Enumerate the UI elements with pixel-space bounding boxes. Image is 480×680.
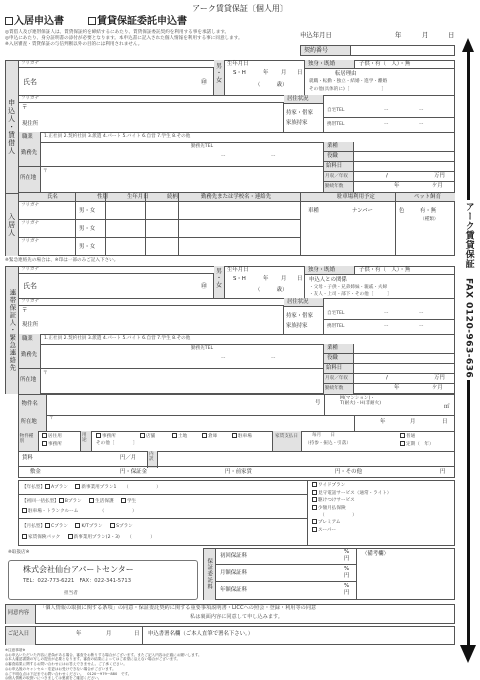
furigana-label: フリガナ: [21, 61, 40, 66]
guarantor-address-field[interactable]: 〒 現住所: [19, 306, 284, 334]
agency-stamp: [8, 560, 198, 600]
use-checkbox[interactable]: 事務所: [96, 433, 116, 439]
guarantor-name-field[interactable]: 氏名 ㊞: [19, 274, 214, 298]
down-arrow-icon: [460, 645, 476, 663]
resident-row[interactable]: フリガナ 男・女: [19, 220, 300, 238]
pet-field[interactable]: 有・無: [420, 208, 437, 214]
guarantor-mobile-tel[interactable]: 携帯TEL ー ー: [327, 324, 424, 329]
children-field[interactable]: 子供・有（ 人）・無: [355, 60, 455, 69]
guarantor-employer-field[interactable]: 勤務先TEL ー ー: [41, 344, 324, 369]
relation-label: 申込人との関係: [309, 277, 347, 283]
employer-address-field[interactable]: 〒: [41, 167, 324, 192]
structure-field[interactable]: M(マンション)・ T(耐火)・H(非耐火): [340, 396, 381, 407]
property-address-field[interactable]: 〒: [47, 415, 355, 431]
kind-checkbox[interactable]: 居住用: [42, 433, 62, 439]
residence-status-label: 居住状況: [284, 95, 324, 104]
income-label: 月収／年収: [324, 172, 354, 182]
agency-company: 株式会社仙台アパートセンター: [23, 565, 134, 574]
guarantor-income[interactable]: / 万円: [354, 374, 455, 384]
fill-date-field[interactable]: 年 月 日: [36, 626, 143, 645]
use-checkbox[interactable]: 倉庫: [202, 433, 217, 439]
home-tel-field[interactable]: 自宅TEL ー ー: [324, 104, 455, 118]
initial-plans[interactable]: 【初回一括払型】 Bプラン 生活保護 学生: [22, 499, 137, 504]
job-options[interactable]: 1.正社員 2.契約社員 3.派遣 4.パート 5.バイト 6.自営 7.学生 8.その他: [44, 134, 191, 139]
contract-number-label: 契約番号: [301, 46, 351, 55]
agency-tel: TEL：022-773-6221 FAX：022-341-5713: [23, 578, 132, 584]
checkbox-icon[interactable]: [88, 17, 96, 25]
remarks-field[interactable]: 〈備考欄〉: [362, 551, 389, 557]
mobile-tel-field[interactable]: 携帯TEL ー ー: [327, 122, 424, 127]
consent-notice: ◎賃借人及び連帯保証人は、賃貸保証約を締結するにあたり、賃貸保証委託契約を利用する事を承諾します。 ◎申込にあたり、身分証明書の添付が必要となります。本申込書に記入された個人情報を利用する事に同意します。 ※入居審査・賃貸保証の与信判断以外の目的には利用されません。: [5, 30, 243, 48]
guarantor-payday[interactable]: [354, 364, 455, 374]
monthly-fee-field[interactable]: 月額保証料 % 円: [216, 565, 357, 582]
rent-day-label: 家賃支払日: [272, 431, 302, 451]
fax-number-label: アーク賃貸保証 FAX 0120-963-636: [463, 201, 474, 379]
property-name-field[interactable]: 号: [47, 394, 325, 415]
guarantor-job-options[interactable]: 1.正社員 2.契約社員 3.派遣 4.パート 5.バイト 6.自営 7.学生 8.その他: [44, 336, 191, 341]
industry-label: 業種: [324, 142, 354, 152]
option-plans[interactable]: ワイドプラン 見守電話サービス（通常・ライト） 駆けつけサービス 少額月払保険 （ ） プレミアム スーパー: [312, 482, 391, 535]
guarantor-residence[interactable]: 持家・借家 家族持家: [284, 307, 324, 334]
position-field[interactable]: [354, 152, 455, 162]
employer-field[interactable]: 勤務先TEL ー ー: [41, 142, 324, 167]
relation-options-1[interactable]: ・父母・子供・兄弟姉妹・親戚・夫婦: [309, 285, 388, 290]
consent-text: 「個人情報の取扱に関する条項」の同意・保証委託契約に関する重要事項説明書・LICCへの照会・登録・利用等の同意: [40, 605, 317, 611]
rent-day-field[interactable]: 毎月 日: [312, 433, 335, 438]
application-date[interactable]: 申込年月日 年 月 日: [300, 31, 455, 39]
form-title-2: 賃貸保証委託申込書: [88, 16, 187, 28]
industry-field[interactable]: [354, 142, 455, 152]
resident-row[interactable]: フリガナ 男・女: [21, 239, 96, 250]
initial-fee-field[interactable]: 初回保証料 % 円: [216, 548, 357, 565]
up-arrow-icon: [462, 38, 474, 52]
side-band: [457, 0, 480, 680]
employer-address-label: 所在地: [19, 167, 41, 192]
use-checkbox[interactable]: 駐車場: [232, 433, 252, 439]
tenure-field[interactable]: 年 ケ月: [394, 183, 443, 189]
signature-field[interactable]: 申込書署名欄（ご本人直筆で署名下さい。）: [148, 631, 254, 637]
payday-label: 給料日: [324, 162, 354, 172]
move-reason-label: 転居理由: [335, 71, 357, 77]
employer-label: 勤務先: [19, 142, 41, 167]
guarantor-industry[interactable]: [354, 344, 455, 354]
guarantor-marital[interactable]: 独身・既婚: [305, 266, 355, 275]
rent-label: 賃料: [22, 455, 33, 461]
applicant-address-field[interactable]: 〒 現住所: [19, 103, 284, 132]
form-title-1: 入居申込書: [5, 16, 64, 28]
marital-status[interactable]: 独身・既婚: [305, 60, 355, 69]
income-field[interactable]: / 万円: [354, 172, 455, 182]
position-label: 役職: [324, 152, 354, 162]
applicant-name-field[interactable]: [19, 68, 214, 95]
seal-icon: ㊞: [201, 283, 208, 290]
guarantor-home-tel[interactable]: 自宅TEL ー ー: [324, 307, 455, 320]
use-checkbox[interactable]: 土地: [172, 433, 187, 439]
form-type-label: アーク賃貸保証〔個人用〕: [192, 4, 288, 13]
agency-label: ※取扱店※: [8, 550, 30, 555]
guarantor-gender[interactable]: 男 ・ 女: [214, 266, 225, 298]
relation-options-2[interactable]: ・友人・上司・部下・その他［ ］: [309, 292, 392, 297]
guarantor-employer-address[interactable]: 〒: [41, 369, 324, 394]
guarantor-tenure[interactable]: 年 ケ月: [394, 385, 443, 391]
consent-subtext: 私は裏面内容に同意して申し込みます。: [190, 614, 283, 620]
checkbox-icon[interactable]: [5, 17, 13, 25]
consent-label: 同意内容: [6, 605, 36, 624]
applicant-name-label: 氏名: [23, 78, 37, 86]
annual-plans[interactable]: 【年払型】 Aプラン 新事業用プラン1 （ ）: [22, 485, 161, 490]
pet-kind: （種類）: [420, 217, 439, 222]
deposit-label: 敷金: [30, 469, 41, 475]
tenure-label: 勤続年数: [324, 182, 354, 192]
footnotes: ※注意事項※ ◎お申込いただいた内容に虚偽がある場合、審査をお断りする場合がございます。またご記入内容は正確にお願いします。 ◎本人確認書類の写しの提出が必要となります。審査の結果によってはご希望に沿えない場合がございます。 ◎審査結果に関するお問い合わせにはお答えできません。ご了承ください。 ◎お申込後のキャンセル・変更はお受けできない場合がございます。 ◎ご不明な点は下記までお問い合わせください。 0120ー979ー880 です。 ◎個人情報の取扱いにつきましては裏面をご確認ください。: [5, 648, 202, 680]
kind-checkbox[interactable]: 事務所: [42, 441, 62, 447]
monthly-plans[interactable]: 【月払型】 Cプラン K/Tプラン Sプラン: [22, 524, 133, 529]
guarantor-children[interactable]: 子供・有（ 人）・無: [355, 266, 455, 275]
property-name-label: 物件名: [19, 395, 47, 415]
move-reasons[interactable]: 就職・転勤・独立・結婚・進学・離婚: [309, 79, 388, 84]
emergency-note: ※緊急連絡先の場合は、※印は一部のみご記入下さい。: [5, 258, 119, 263]
seal-icon: ㊞: [201, 79, 208, 86]
resident-row[interactable]: フリガナ 男・女: [19, 202, 300, 220]
agency-staff: 担当者: [64, 591, 78, 596]
applicant-birthdate[interactable]: 生年月日 S・H 年 月 日 （ 歳）: [225, 60, 305, 95]
annual-fee-field[interactable]: 年額保証料 % 円: [216, 582, 357, 600]
applicant-section-label: 申込人・賃借人: [6, 61, 19, 193]
applicant-gender[interactable]: 男 ・ 女: [214, 60, 225, 95]
payday-field[interactable]: [354, 162, 455, 172]
residents-header: 氏名 性別 生年月日 続柄 勤務先または学校名・連絡先 駐車場利用予定 ペット飼育: [19, 193, 455, 202]
address-label: 現住所: [22, 121, 39, 127]
guarantor-birthdate[interactable]: 生年月日 S・H 年 月 日 （ 歳）: [225, 266, 305, 298]
fill-date-label: ご記入日: [6, 627, 36, 645]
guarantor-position[interactable]: [354, 354, 455, 364]
contract-number-field[interactable]: [300, 45, 455, 56]
residence-status[interactable]: 持家・借家 家族持家: [284, 104, 324, 132]
job-label: 職業: [19, 132, 41, 142]
application-date-label: 申込年月日: [300, 31, 332, 39]
property-kind-label: 物件種別: [19, 431, 39, 451]
guarantor-section-label: 連帯保証人・緊急連絡先: [6, 267, 19, 394]
use-checkbox[interactable]: 店舗: [140, 433, 155, 439]
residents-section-label: 入居人: [6, 194, 19, 256]
move-reason-other[interactable]: その他(具体的に)［ ］: [309, 87, 387, 92]
